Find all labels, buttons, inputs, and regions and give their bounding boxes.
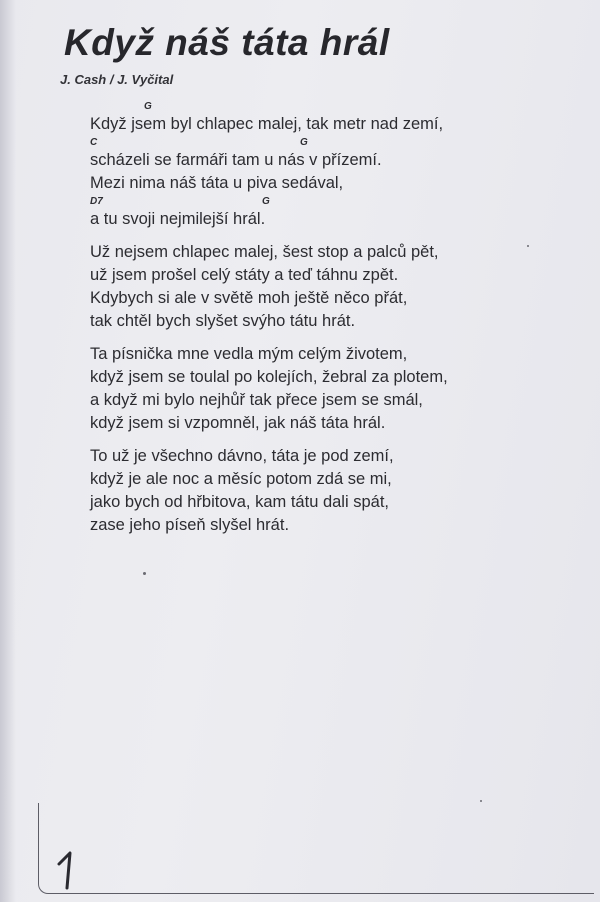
lyric-text: když jsem si vzpomněl, jak náš táta hrál. [90,414,386,432]
page-edge-shadow [0,0,16,902]
lyric-text: Ta písnička mne vedla mým celým životem, [90,345,408,363]
lyric-line [90,287,560,310]
lyric-text: To už je všechno dávno, táta je pod zemí, [90,447,394,465]
lyric-text: a když mi bylo nejhůř tak přece jsem se smál, [90,391,423,409]
stanza-3 [90,343,560,435]
song-title: Když náš táta hrál [64,22,390,63]
lyric-line [90,389,560,412]
song-authors: J. Cash / J. Vyčital [60,72,174,87]
lyric-line [90,172,560,195]
lyric-line [90,101,560,136]
scan-speck [480,800,482,802]
chord: G [262,196,270,207]
lyric-line [90,343,560,366]
handwritten-page-number [53,848,83,892]
lyric-text: a tu svoji nejmilejší hrál. [90,210,266,228]
lyric-text: když jsem se toulal po kolejích, žebral za plotem, [90,368,448,386]
lyric-line [90,264,560,287]
lyric-line [90,196,560,231]
scan-speck [527,245,529,247]
lyric-text: zase jeho píseň slyšel hrát. [90,516,290,534]
lyric-line [90,514,560,537]
stanza-4 [90,445,560,537]
lyric-text: jako bych od hřbitova, kam tátu dali spát, [90,493,389,511]
lyric-line [90,468,560,491]
lyric-text: Mezi nima náš táta u piva sedával, [90,174,344,192]
lyric-line [90,310,560,333]
lyric-text: Když jsem byl chlapec malej, tak metr nad zemí, [90,115,444,133]
lyric-text: Kdybych si ale v světě moh ještě něco přát, [90,289,408,307]
lyric-text: scházeli se farmáři tam u nás v přízemí. [90,151,382,169]
lyric-text: už jsem prošel celý státy a teď táhnu zpět. [90,266,399,284]
page-border-line [38,803,594,894]
lyric-line [90,445,560,468]
lyric-line [90,241,560,264]
lyrics [90,100,560,547]
chord: G [300,137,308,148]
lyric-text: když je ale noc a měsíc potom zdá se mi, [90,470,392,488]
lyric-text: Už nejsem chlapec malej, šest stop a palců pět, [90,243,439,261]
scan-speck [143,572,146,575]
chord: D7 [90,196,103,207]
chord: G [144,101,152,112]
lyric-text: tak chtěl bych slyšet svýho tátu hrát. [90,312,356,330]
chord: C [90,137,98,148]
stanza-2 [90,241,560,333]
lyric-line [90,412,560,435]
lyric-line [90,137,560,172]
stanza-1 [90,101,560,231]
lyric-line [90,366,560,389]
lyric-line [90,491,560,514]
